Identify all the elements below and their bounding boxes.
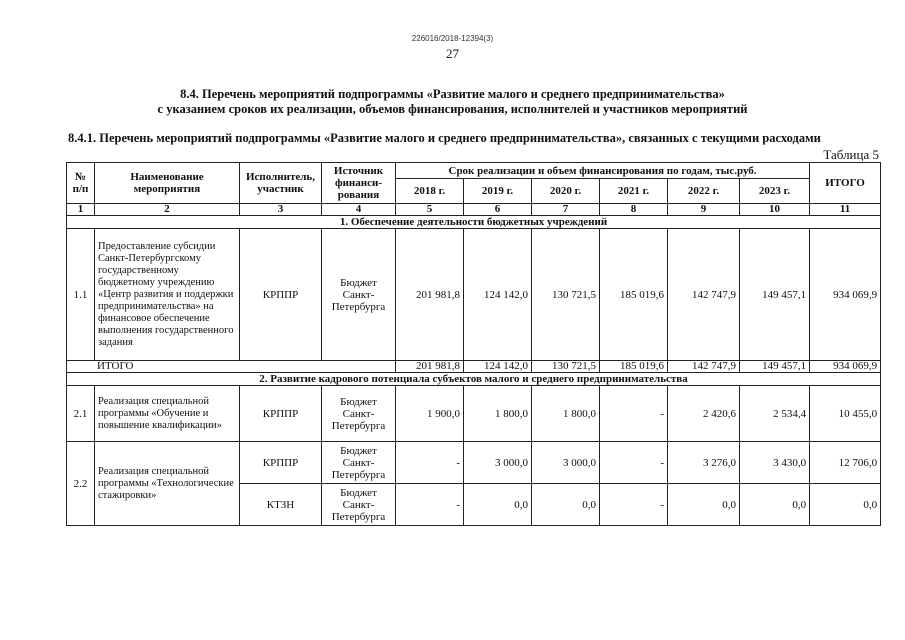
row-executor: КТЗН [240, 484, 322, 526]
column-number: 1 [67, 204, 95, 216]
row-value: 1 800,0 [532, 386, 600, 442]
row-total: 934 069,9 [810, 229, 881, 361]
row-source: Бюджет Санкт-Петербурга [322, 442, 396, 484]
row-executor: КРППР [240, 386, 322, 442]
total-label: ИТОГО [67, 361, 396, 373]
column-number: 8 [600, 204, 668, 216]
column-number: 5 [396, 204, 464, 216]
header-period: Срок реализации и объем финансирования по годам, тыс.руб. [396, 163, 810, 179]
row-total: 12 706,0 [810, 442, 881, 484]
total-row [67, 361, 881, 373]
row-num: 2.1 [67, 386, 95, 442]
header-year: 2023 г. [740, 179, 810, 204]
header-executor: Исполнитель, участник [240, 163, 322, 204]
section-title: 2. Развитие кадрового потенциала субъектов малого и среднего предпринимательства [67, 373, 881, 386]
row-value: 124 142,0 [464, 229, 532, 361]
table-caption: Таблица 5 [823, 147, 879, 162]
row-value: 0,0 [464, 484, 532, 526]
total-value: 149 457,1 [740, 361, 810, 373]
row-value: 3 000,0 [464, 442, 532, 484]
row-value: - [396, 484, 464, 526]
section-title: 1. Обеспечение деятельности бюджетных учреждений [67, 216, 881, 229]
page-number: 27 [446, 46, 459, 61]
header-year: 2022 г. [668, 179, 740, 204]
column-number: 10 [740, 204, 810, 216]
row-num: 1.1 [67, 229, 95, 361]
row-value: 2 534,4 [740, 386, 810, 442]
total-value: 142 747,9 [668, 361, 740, 373]
row-value: - [600, 386, 668, 442]
header-year: 2021 г. [600, 179, 668, 204]
row-value: 0,0 [740, 484, 810, 526]
row-executor: КРППР [240, 442, 322, 484]
header-name: Наименование мероприятия [95, 163, 240, 204]
measures-table [66, 162, 881, 526]
row-value: 130 721,5 [532, 229, 600, 361]
column-number: 2 [95, 204, 240, 216]
row-num: 2.2 [67, 442, 95, 526]
row-value: 142 747,9 [668, 229, 740, 361]
row-source: Бюджет Санкт-Петербурга [322, 229, 396, 361]
header-year: 2018 г. [396, 179, 464, 204]
header-total: ИТОГО [810, 163, 881, 204]
total-grand: 934 069,9 [810, 361, 881, 373]
row-total: 10 455,0 [810, 386, 881, 442]
header-source: Источник финанси-рования [322, 163, 396, 204]
table-row [67, 442, 881, 484]
row-value: 0,0 [668, 484, 740, 526]
row-value: - [600, 484, 668, 526]
row-value: 201 981,8 [396, 229, 464, 361]
column-number: 11 [810, 204, 881, 216]
total-value: 201 981,8 [396, 361, 464, 373]
table-row [67, 229, 881, 361]
section-heading-line2: с указанием сроков их реализации, объемов финансирования, исполнителей и участников мероприятий [157, 102, 748, 116]
row-value: - [600, 442, 668, 484]
row-value: 3 000,0 [532, 442, 600, 484]
total-value: 185 019,6 [600, 361, 668, 373]
header-year: 2019 г. [464, 179, 532, 204]
row-total: 0,0 [810, 484, 881, 526]
total-value: 124 142,0 [464, 361, 532, 373]
column-number: 4 [322, 204, 396, 216]
row-value: 3 430,0 [740, 442, 810, 484]
row-name: Предоставление субсидии Санкт-Петербургскому государственному бюджетному учреждению «Центр развития и поддержки предпринимательства» на финансовое обеспечение выполнения государственного задания [95, 229, 240, 361]
column-number: 6 [464, 204, 532, 216]
column-number: 7 [532, 204, 600, 216]
row-value: - [396, 442, 464, 484]
column-number-row [67, 204, 881, 216]
row-value: 0,0 [532, 484, 600, 526]
row-executor: КРППР [240, 229, 322, 361]
row-value: 1 800,0 [464, 386, 532, 442]
document-id: 226016/2018-12394(3) [411, 34, 494, 43]
column-number: 9 [668, 204, 740, 216]
column-number: 3 [240, 204, 322, 216]
row-source: Бюджет Санкт-Петербурга [322, 484, 396, 526]
table-row [67, 386, 881, 442]
row-source: Бюджет Санкт-Петербурга [322, 386, 396, 442]
row-name: Реализация специальной программы «Обучение и повышение квалификации» [95, 386, 240, 442]
row-value: 1 900,0 [396, 386, 464, 442]
header-year: 2020 г. [532, 179, 600, 204]
row-name: Реализация специальной программы «Технологические стажировки» [95, 442, 240, 526]
subsection-heading: 8.4.1. Перечень мероприятий подпрограммы «Развитие малого и среднего предпринимательства», связанных с текущими расходами [68, 131, 821, 145]
header-num: № п/п [67, 163, 95, 204]
row-value: 185 019,6 [600, 229, 668, 361]
total-value: 130 721,5 [532, 361, 600, 373]
row-value: 2 420,6 [668, 386, 740, 442]
row-value: 3 276,0 [668, 442, 740, 484]
section-heading-line1: 8.4. Перечень мероприятий подпрограммы «Развитие малого и среднего предпринимательства» [180, 87, 725, 101]
row-value: 149 457,1 [740, 229, 810, 361]
